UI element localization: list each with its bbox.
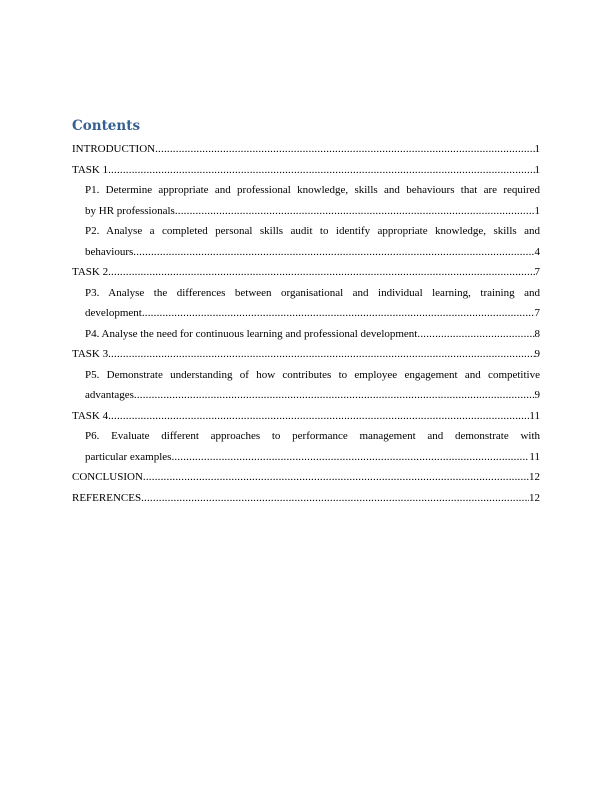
toc-entry-p6[interactable] — [72, 426, 540, 467]
toc-entry-text: INTRODUCTION — [72, 143, 156, 155]
dot-leader — [108, 344, 534, 365]
dot-leader — [108, 406, 529, 427]
toc-heading: Contents — [72, 118, 141, 134]
toc-entry-task-4[interactable] — [72, 406, 540, 427]
toc-entry-text-line2: particular examples — [85, 450, 172, 463]
toc-entry-p1[interactable] — [72, 180, 540, 221]
toc-entry-p3[interactable] — [72, 283, 540, 324]
toc-entry-introduction[interactable] — [72, 139, 540, 160]
toc-entry-text-line2: advantages — [85, 389, 134, 401]
toc-entry-text: TASK 4 — [72, 409, 109, 422]
toc-entry-text: P4. Analyse the need for continuous learning and professional development — [85, 327, 418, 340]
toc-entry-page: 12 — [529, 471, 540, 483]
dot-leader — [141, 488, 529, 509]
toc-entry-p2[interactable] — [72, 221, 540, 262]
toc-entry-text-line2: development — [85, 307, 142, 319]
toc-entry-text-line1: P1. Determine appropriate and professional knowledge, skills and behaviours that are required — [85, 184, 540, 196]
dot-leader — [417, 324, 534, 345]
toc-entry-page: 8 — [534, 327, 540, 340]
dot-leader — [142, 303, 535, 324]
toc-entry-page: 7 — [534, 307, 540, 319]
toc-entry-task-2[interactable] — [72, 262, 540, 283]
dot-leader — [108, 160, 534, 181]
toc-entry-page: 1 — [534, 143, 540, 155]
dot-leader — [155, 139, 534, 160]
toc-entry-text-line2: by HR professionals — [85, 204, 175, 217]
toc-entry-task-3[interactable] — [72, 344, 540, 365]
toc-entry-text: TASK 2 — [72, 266, 109, 278]
toc-entry-text-line1: P2. Analyse a completed personal skills audit to identify appropriate knowledge, skills and — [85, 225, 540, 237]
toc-entry-text: REFERENCES — [72, 491, 142, 504]
toc-entry-text: CONCLUSION — [72, 471, 143, 483]
toc-entry-page: 4 — [534, 245, 540, 258]
toc-entry-page: 11 — [529, 409, 540, 422]
dot-leader — [133, 242, 534, 263]
toc-entry-conclusion[interactable] — [72, 467, 540, 488]
toc-entry-text-line2: behaviours — [85, 245, 134, 258]
toc-entry-text: TASK 1 — [72, 163, 109, 176]
toc-entry-page: 7 — [534, 266, 540, 278]
toc-entry-text: TASK 3 — [72, 348, 109, 360]
dot-leader — [171, 447, 529, 468]
toc-entry-task-1[interactable] — [72, 160, 540, 181]
table-of-contents — [72, 117, 540, 508]
toc-entry-page: 11 — [529, 450, 540, 463]
toc-entry-text-line1: P5. Demonstrate understanding of how contributes to employee engagement and competitive — [85, 368, 540, 381]
toc-entry-text-line1: P3. Analyse the differences between organisational and individual learning, training and — [85, 286, 540, 299]
toc-entry-page: 1 — [534, 163, 540, 176]
dot-leader — [108, 262, 534, 283]
toc-entry-text-line1: P6. Evaluate different approaches to performance management and demonstrate with — [85, 430, 540, 442]
toc-entry-page: 1 — [534, 204, 540, 217]
toc-entry-references[interactable] — [72, 488, 540, 509]
dot-leader — [134, 385, 535, 406]
dot-leader — [175, 201, 535, 222]
toc-entry-page: 9 — [534, 348, 540, 360]
toc-entry-page: 12 — [529, 491, 540, 504]
toc-entry-page: 9 — [534, 389, 540, 401]
toc-entry-p5[interactable] — [72, 365, 540, 406]
dot-leader — [143, 467, 529, 488]
toc-entry-p4[interactable] — [72, 324, 540, 345]
